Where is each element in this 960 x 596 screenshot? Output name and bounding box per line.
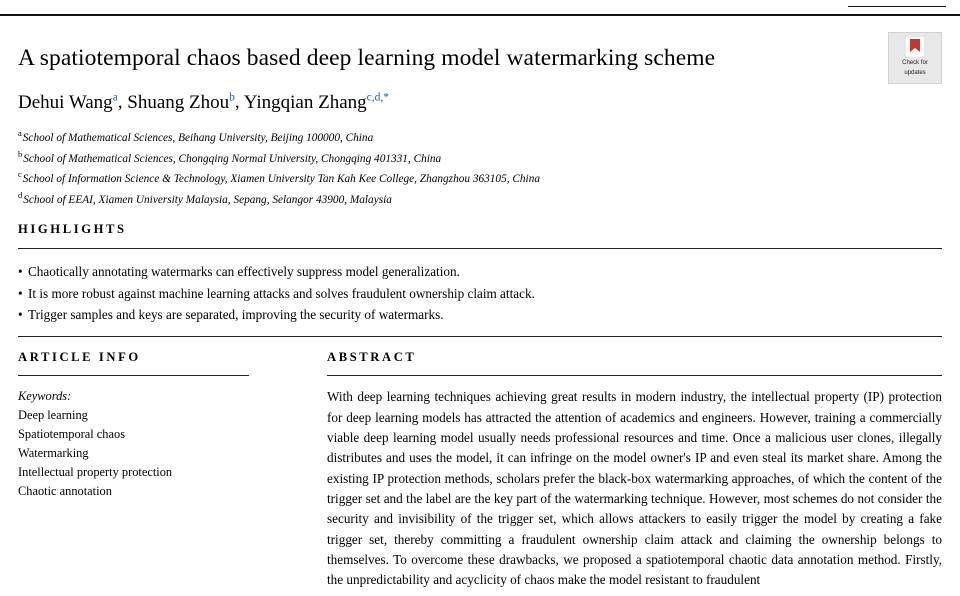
crossmark-label-line1: Check for: [902, 60, 928, 66]
keyword-item: Spatiotemporal chaos: [18, 427, 126, 442]
affiliation-text: School of Mathematical Sciences, Chongqing Normal University, Chongqing 401331, China: [23, 152, 442, 165]
page-title: A spatiotemporal chaos based deep learning model watermarking scheme: [18, 45, 716, 71]
affiliation-mark: a: [18, 128, 22, 139]
keyword-item: Deep learning: [18, 408, 88, 423]
abstract-text: With deep learning techniques achieving great results in modern industry, the intellectual property (IP) protection for deep learning models has attracted the attention of academics and engineers. However, training a commercially viable deep learning model usually needs professional resources and time. Once a malicious user clones, illegally distributes and uses the model, it can infringe on the model owner's IP and even steal its market share. Among the existing IP protection methods, scholars prefer the black-box watermarking approaches, of which the content of the trigger set and the label are the key part of the watermarking technique. However, most schemes do not consider the security and invisibility of the trigger set, which allows attackers to easily trigger the model by creating a fake trigger set, thereby committing a fraudulent ownership claim attack and claiming the ownership belongs to themselves. To overcome these drawbacks, we proposed a spatiotemporal chaotic data annotation method. Firstly, the unpredictability and acyclicity of chaos make the model resistant to fraudulent: [327, 389, 942, 588]
journal-header-strip: [0, 0, 960, 14]
author-affil-mark: b: [229, 91, 235, 104]
affiliation-item: [18, 148, 942, 169]
affiliation-text: School of Mathematical Sciences, Beihang University, Beijing 100000, China: [22, 132, 374, 145]
abstract-column: [271, 337, 942, 590]
affiliation-text: School of EEAI, Xiamen University Malaysia, Sepang, Selangor 43900, Malaysia: [23, 193, 392, 206]
affiliation-mark: c: [18, 169, 22, 180]
author-separator: ,: [234, 91, 244, 113]
info-abstract-columns: [0, 337, 960, 590]
affiliation-text: School of Information Science & Technology, Xiamen University Tan Kah Kee College, Zhangzhou 363105, China: [22, 173, 540, 186]
article-info-heading: ARTICLE INFO: [18, 350, 141, 365]
affiliation-item: [18, 127, 942, 148]
list-item: • Trigger samples and keys are separated, improving the security of watermarks.: [18, 304, 942, 325]
author-name: Shuang Zhou: [127, 91, 230, 113]
author-separator: ,: [117, 91, 128, 113]
bookmark-icon: [905, 36, 925, 58]
affiliation-mark: b: [18, 148, 23, 159]
abstract-heading-wrap: [327, 337, 942, 375]
article-info-heading-wrap: [18, 337, 249, 375]
affiliation-list: [18, 127, 942, 209]
paper-content: [0, 14, 960, 591]
author-item: [18, 92, 118, 113]
keywords-block: [18, 376, 249, 500]
author-name: Yingqian Zhang: [243, 91, 367, 113]
list-item: • It is more robust against machine learning attacks and solves fraudulent ownership claim attack.: [18, 283, 942, 304]
crossmark-label-line2: updates: [904, 69, 926, 76]
keywords-label: Keywords:: [18, 389, 72, 404]
list-item: • Chaotically annotating watermarks can effectively suppress model generalization.: [18, 261, 942, 282]
highlights-body: [0, 249, 960, 336]
keyword-item: Watermarking: [18, 445, 89, 460]
abstract-heading: ABSTRACT: [327, 350, 417, 365]
author-name: Dehui Wang: [18, 91, 113, 113]
crossmark-badge[interactable]: [888, 32, 942, 84]
highlights-heading: HIGHLIGHTS: [18, 222, 127, 237]
author-affil-mark: c,d,*: [366, 91, 390, 104]
affiliation-mark: d: [18, 189, 23, 200]
affiliation-item: [18, 189, 942, 210]
keyword-item: Intellectual property protection: [18, 464, 173, 479]
highlights-section: [0, 209, 960, 248]
header-rule-right: [848, 6, 946, 7]
highlights-heading-wrap: [18, 209, 942, 248]
author-item: [244, 92, 389, 113]
highlights-list: [18, 249, 942, 336]
article-info-column: [18, 337, 271, 590]
title-block: [0, 14, 960, 209]
author-list: [18, 91, 942, 114]
keyword-item: Chaotic annotation: [18, 483, 112, 498]
affiliation-item: [18, 168, 942, 189]
author-item: [127, 92, 235, 113]
author-affil-mark: a: [112, 91, 118, 104]
